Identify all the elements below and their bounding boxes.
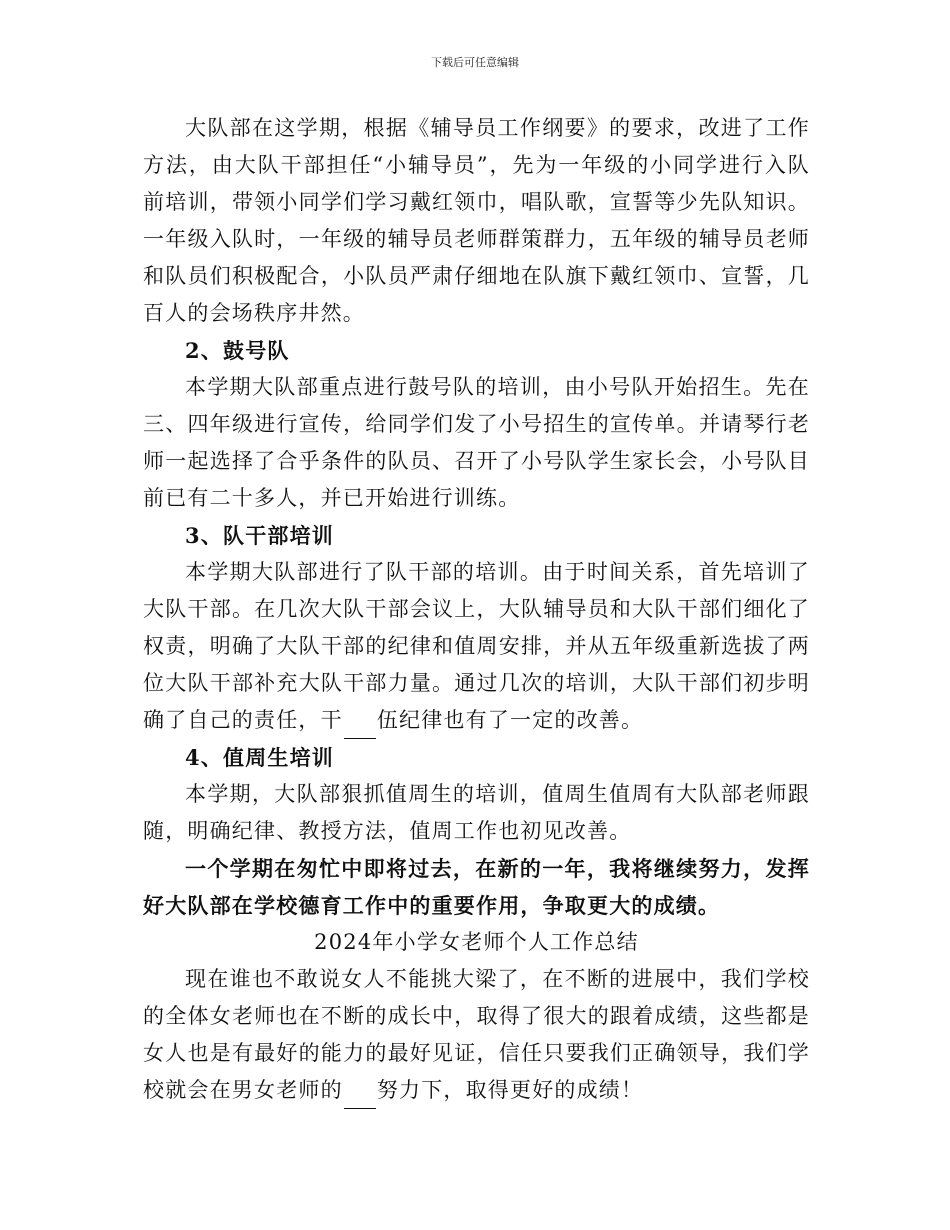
page-header: 下载后可任意编辑: [431, 56, 519, 69]
fill-in-blank: [344, 716, 376, 739]
paragraph-female-teachers-text-a: 现在谁也不敢说女人不能挑大梁了，在不断的进展中，我们学校的全体女老师也在不断的成长中，取得了很大的跟着成绩，这些都是女人也是有最好的能力的最好见证，信任只要我们正确领导，我们学校就会在男女老师的: [143, 967, 810, 1102]
section-heading-cadre-training: 3、队干部培训: [185, 523, 335, 548]
paragraph-cadre-training-text-a: 本学期大队部进行了队干部的培训。由于时间关系，首先培训了大队干部。在几次大队干部会议上，大队辅导员和大队干部们细化了权责，明确了大队干部的纪律和值周安排，并从五年级重新选拔了两位大队干部补充大队干部力量。通过几次的培训，大队干部们初步明确了自己的责任，干: [143, 560, 810, 732]
document-body: [143, 110, 810, 1109]
section-heading-drum-band: 2、鼓号队: [185, 338, 290, 363]
paragraph-conclusion: 一个学期在匆忙中即将过去，在新的一年，我将继续努力，发挥好大队部在学校德育工作中的重要作用，争取更大的成绩。: [143, 856, 810, 918]
paragraph-drum-band: 本学期大队部重点进行鼓号队的培训，由小号队开始招生。先在三、四年级进行宣传，给同学们发了小号招生的宣传单。并请琴行老师一起选择了合乎条件的队员、召开了小号队学生家长会，小号队目前已有二十多人，并已开始进行训练。: [143, 375, 810, 510]
paragraph-female-teachers-text-b: 努力下，取得更好的成绩！: [376, 1078, 644, 1102]
paragraph-female-teachers: [143, 961, 810, 1109]
section-heading-duty-training: 4、值周生培训: [185, 745, 335, 770]
paragraph-cadre-training: [143, 554, 810, 739]
paragraph-induction: 大队部在这学期，根据《辅导员工作纲要》的要求，改进了工作方法，由大队干部担任“小辅导员”，先为一年级的小同学进行入队前培训，带领小同学们学习戴红领巾，唱队歌，宣誓等少先队知识。一年级入队时，一年级的辅导员老师群策群力，五年级的辅导员老师和队员们积极配合，小队员严肃仔细地在队旗下戴红领巾、宣誓，几百人的会场秩序井然。: [143, 116, 810, 325]
paragraph-cadre-training-text-b: 伍纪律也有了一定的改善。: [376, 708, 644, 732]
paragraph-duty-training: 本学期，大队部狠抓值周生的培训，值周生值周有大队部老师跟随，明确纪律、教授方法，值周工作也初见改善。: [143, 782, 810, 843]
document-title: 2024年小学女老师个人工作总结: [314, 930, 639, 954]
fill-in-blank: [344, 1086, 376, 1109]
